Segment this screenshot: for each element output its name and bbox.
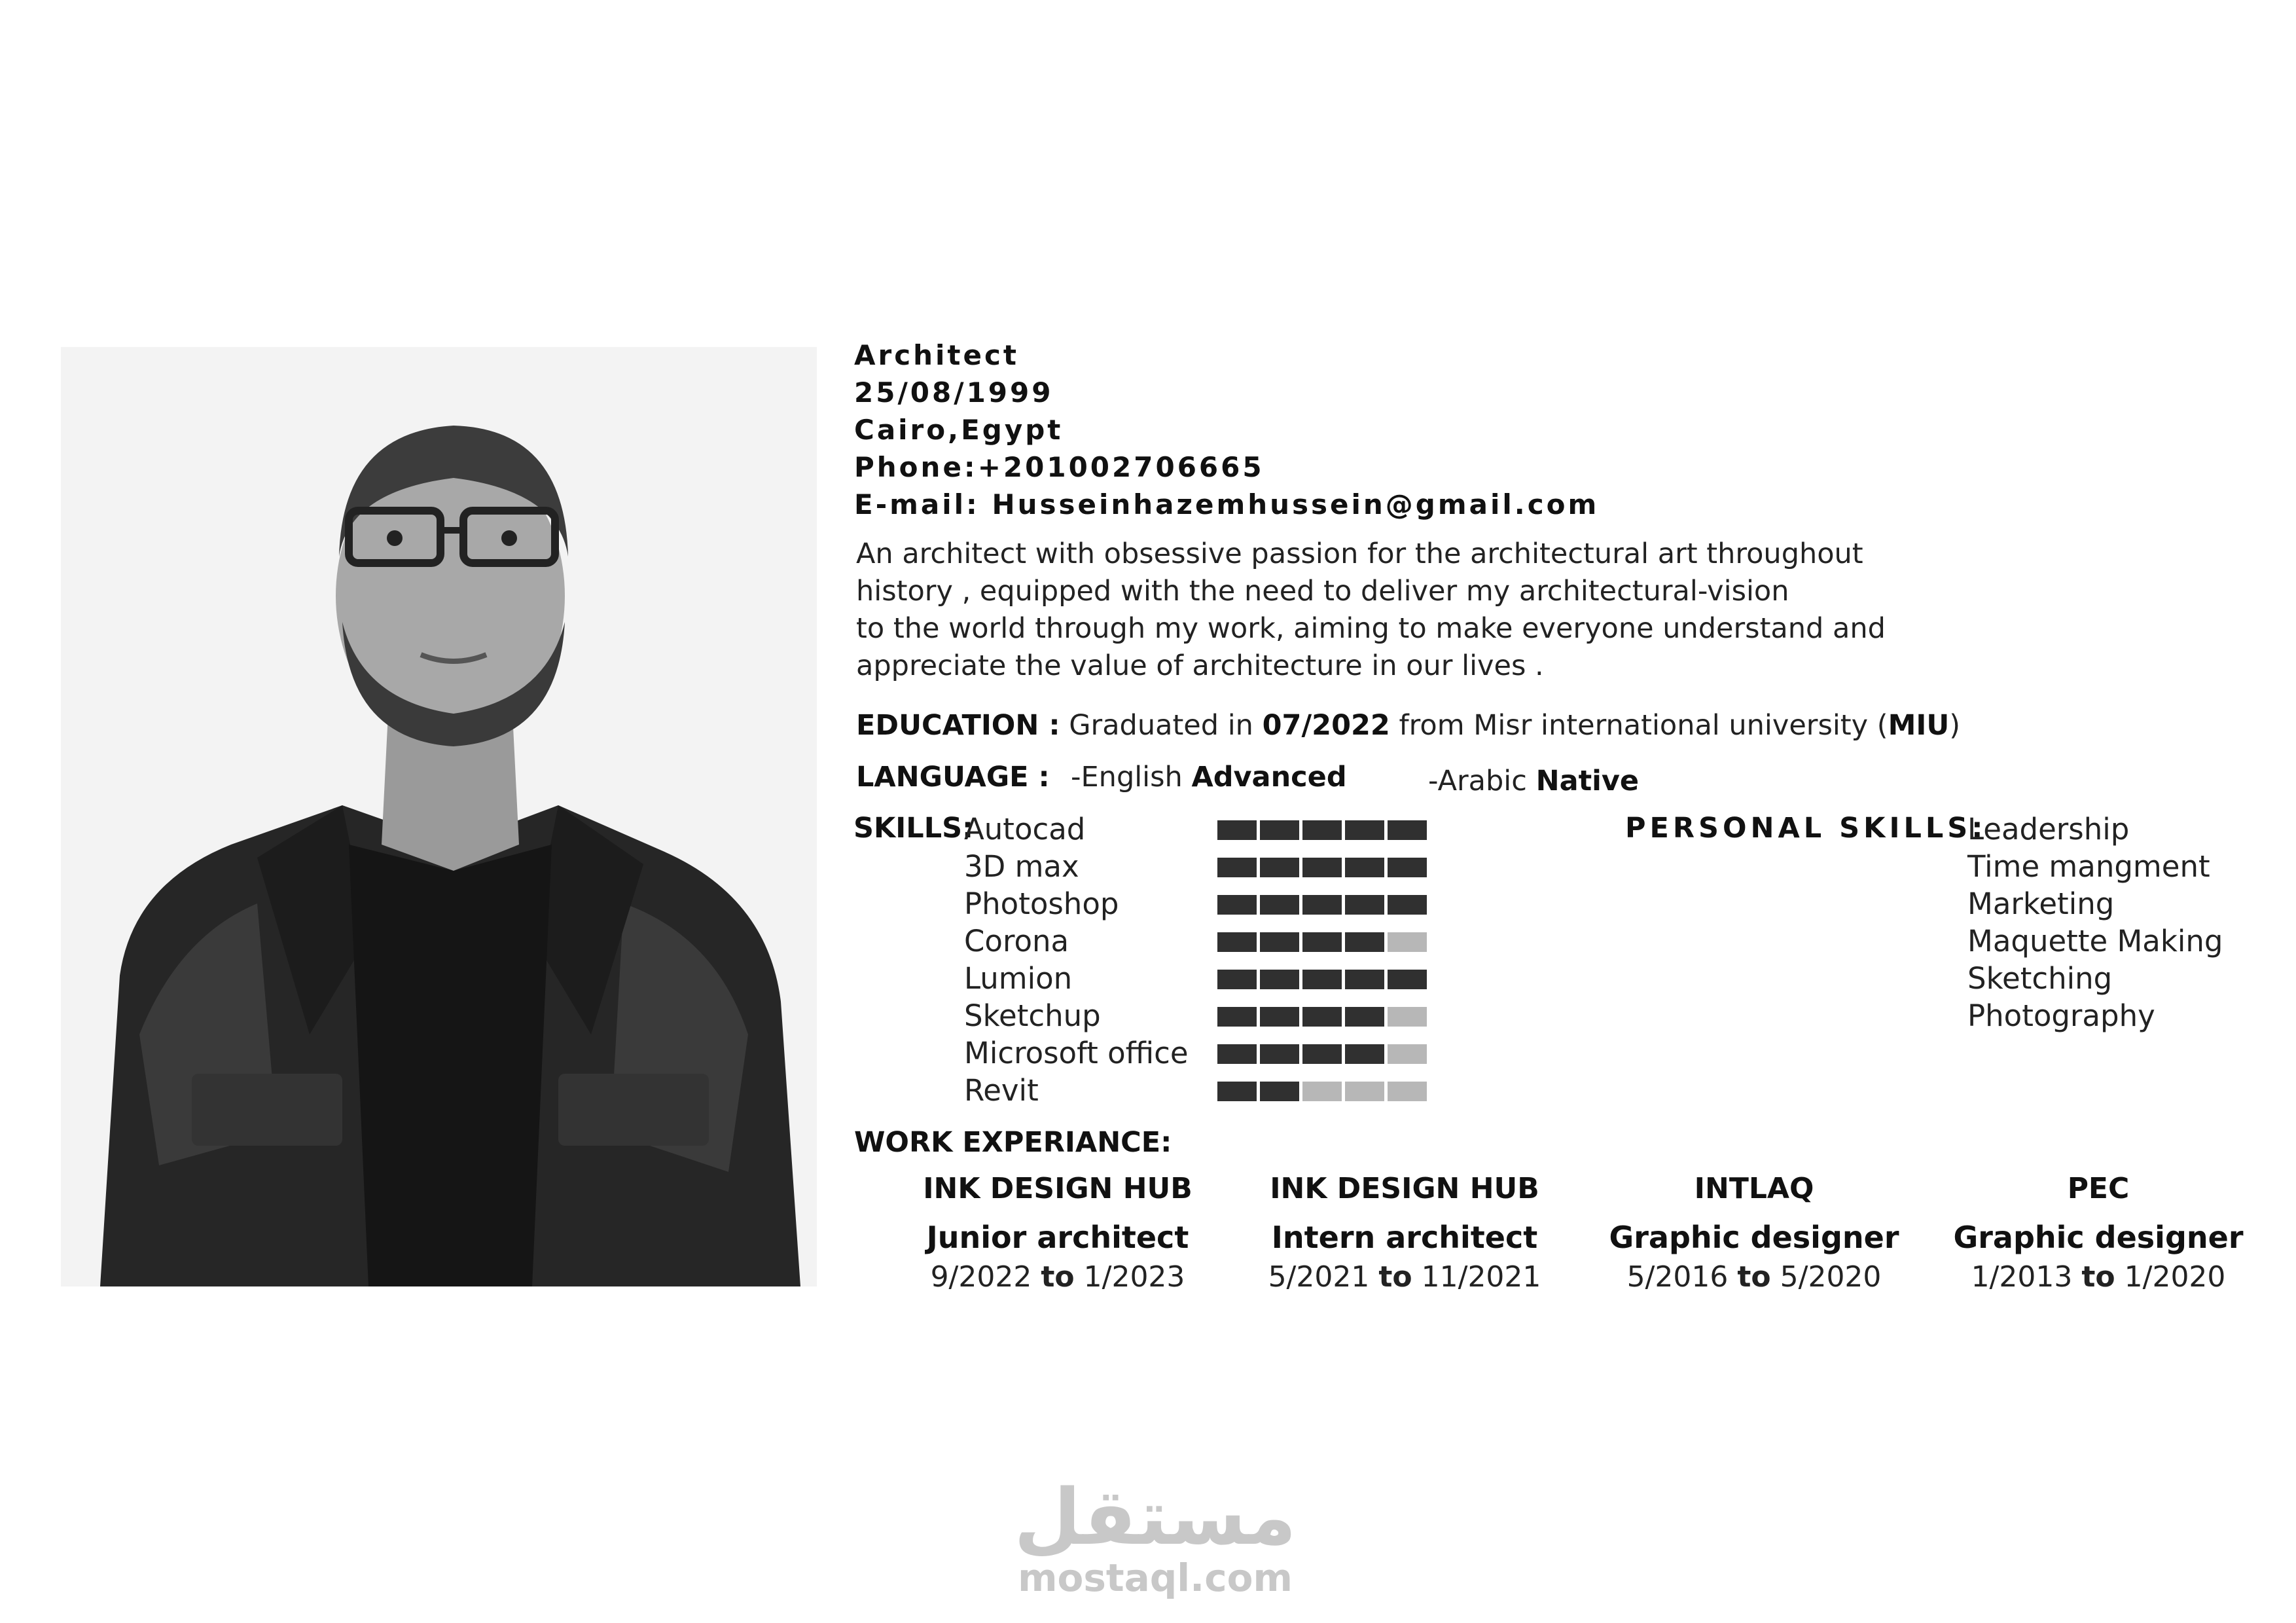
language-english	[1071, 761, 1347, 793]
skill-level-bar	[1217, 895, 1427, 915]
skill-segment-empty	[1345, 1082, 1384, 1101]
skill-segment-filled	[1345, 932, 1384, 952]
skill-level-bar	[1217, 1044, 1427, 1064]
work-from: 1/2013	[1971, 1260, 2073, 1294]
work-dates	[1571, 1260, 1937, 1294]
education-text: Graduated in	[1069, 709, 1253, 742]
work-company: INTLAQ	[1694, 1172, 1814, 1205]
skill-segment-filled	[1302, 820, 1342, 840]
job-title: Architect	[854, 339, 1019, 371]
work-entry	[874, 1172, 1241, 1294]
education-text: )	[1949, 709, 1961, 742]
bio-line: appreciate the value of architecture in our lives .	[856, 649, 1544, 682]
work-company: INK DESIGN HUB	[1270, 1172, 1539, 1205]
skill-segment-filled	[1345, 858, 1384, 877]
work-to-word: to	[2081, 1260, 2115, 1294]
bio-line: An architect with obsessive passion for the architectural art throughout	[856, 538, 1863, 570]
language-name: -English	[1071, 761, 1183, 793]
skill-segment-filled	[1302, 1007, 1342, 1027]
personal-skill: Maquette Making	[1967, 924, 2223, 958]
skill-segment-filled	[1217, 858, 1257, 877]
skill-name: Autocad	[964, 812, 1086, 847]
date-of-birth: 25/08/1999	[854, 376, 1054, 409]
skill-segment-filled	[1217, 895, 1257, 915]
skill-name: Corona	[964, 924, 1069, 958]
work-dates	[1915, 1260, 2282, 1294]
personal-skill: Photography	[1967, 998, 2155, 1033]
skill-segment-filled	[1217, 970, 1257, 989]
skill-segment-filled	[1388, 895, 1427, 915]
skill-name: Microsoft office	[964, 1036, 1189, 1070]
skill-segment-empty	[1388, 932, 1427, 952]
skill-segment-empty	[1388, 1007, 1427, 1027]
work-role: Graphic designer	[1953, 1220, 2244, 1255]
skill-segment-filled	[1388, 970, 1427, 989]
email: E-mail: Husseinhazemhussein@gmail.com	[854, 488, 1600, 520]
work-to: 5/2020	[1780, 1260, 1882, 1294]
work-company: PEC	[2067, 1172, 2130, 1205]
work-entry	[1571, 1172, 1937, 1294]
skill-segment-filled	[1217, 820, 1257, 840]
work-dates	[874, 1260, 1241, 1294]
language-label	[856, 761, 1050, 793]
skill-segment-filled	[1260, 895, 1299, 915]
skill-segment-empty	[1388, 1082, 1427, 1101]
work-company: INK DESIGN HUB	[923, 1172, 1193, 1205]
personal-skill: Sketching	[1967, 961, 2113, 996]
skill-segment-filled	[1217, 1044, 1257, 1064]
skill-segment-filled	[1260, 970, 1299, 989]
skill-level-bar	[1217, 970, 1427, 989]
skill-segment-filled	[1388, 858, 1427, 877]
skill-level-bar	[1217, 1007, 1427, 1027]
work-to-word: to	[1041, 1260, 1075, 1294]
skill-segment-filled	[1345, 820, 1384, 840]
skill-name: Sketchup	[964, 998, 1101, 1033]
work-from: 9/2022	[930, 1260, 1032, 1294]
work-from: 5/2021	[1268, 1260, 1370, 1294]
work-from: 5/2016	[1626, 1260, 1729, 1294]
skill-level-bar	[1217, 820, 1427, 840]
skill-segment-filled	[1302, 895, 1342, 915]
skill-segment-filled	[1260, 858, 1299, 877]
language-name: -Arabic	[1428, 765, 1527, 797]
work-role: Graphic designer	[1609, 1220, 1899, 1255]
personal-skill: Marketing	[1967, 886, 2115, 921]
work-entry	[1915, 1172, 2282, 1294]
work-role: Junior architect	[926, 1220, 1189, 1255]
education-date: 07/2022	[1262, 709, 1390, 742]
phone: Phone:+201002706665	[854, 451, 1265, 483]
skill-name: Photoshop	[964, 886, 1119, 921]
skill-segment-filled	[1217, 1082, 1257, 1101]
bio	[856, 536, 2021, 685]
skill-segment-filled	[1302, 932, 1342, 952]
language-level: Native	[1535, 765, 1640, 797]
work-role: Intern architect	[1271, 1220, 1538, 1255]
watermark-latin: mostaql.com	[1018, 1556, 1293, 1600]
personal-skills-label: PERSONAL SKILLS:	[1625, 812, 1987, 845]
skill-segment-filled	[1217, 1007, 1257, 1027]
skill-segment-filled	[1260, 1007, 1299, 1027]
skill-name: 3D max	[964, 849, 1079, 884]
skill-segment-filled	[1302, 970, 1342, 989]
skill-segment-filled	[1345, 970, 1384, 989]
education-abbr: MIU	[1888, 709, 1950, 742]
skill-level-bar	[1217, 932, 1427, 952]
watermark	[1008, 1472, 1302, 1600]
skill-segment-empty	[1388, 1044, 1427, 1064]
skill-segment-filled	[1217, 932, 1257, 952]
personal-skill: Leadership	[1967, 812, 2130, 847]
skill-segment-filled	[1260, 932, 1299, 952]
work-label: WORK EXPERIANCE:	[854, 1126, 1172, 1159]
skill-segment-filled	[1260, 1082, 1299, 1101]
skill-name: Lumion	[964, 961, 1073, 996]
bio-line: to the world through my work, aiming to make everyone understand and	[856, 612, 1886, 645]
work-to-word: to	[1378, 1260, 1412, 1294]
skill-level-bar	[1217, 1082, 1427, 1101]
skill-segment-filled	[1345, 1007, 1384, 1027]
skill-segment-filled	[1302, 1044, 1342, 1064]
work-to-word: to	[1737, 1260, 1771, 1294]
skill-segment-filled	[1302, 858, 1342, 877]
skill-level-bar	[1217, 858, 1427, 877]
skill-segment-filled	[1345, 1044, 1384, 1064]
skill-name: Revit	[964, 1073, 1039, 1108]
language-level: Advanced	[1191, 761, 1347, 793]
work-entry	[1221, 1172, 1588, 1294]
location: Cairo,Egypt	[854, 414, 1064, 446]
skill-segment-filled	[1345, 895, 1384, 915]
skill-segment-filled	[1388, 820, 1427, 840]
work-to: 1/2023	[1083, 1260, 1185, 1294]
skill-segment-filled	[1260, 1044, 1299, 1064]
personal-skill: Time mangment	[1967, 849, 2210, 884]
work-to: 11/2021	[1421, 1260, 1541, 1294]
skills-label: SKILLS:	[853, 812, 974, 845]
bio-line: history , equipped with the need to deliver my architectural-vision	[856, 575, 1789, 608]
skill-segment-filled	[1260, 820, 1299, 840]
profile-photo	[61, 347, 817, 1286]
watermark-arabic: مستقل	[1014, 1472, 1297, 1562]
education-text: from Misr international university (	[1399, 709, 1888, 742]
language-arabic	[1428, 765, 1639, 797]
language-label-text: LANGUAGE :	[856, 761, 1050, 793]
work-to: 1/2020	[2124, 1260, 2226, 1294]
skill-segment-empty	[1302, 1082, 1342, 1101]
work-dates	[1221, 1260, 1588, 1294]
education-label: EDUCATION :	[856, 709, 1060, 742]
education-row	[856, 709, 1960, 742]
